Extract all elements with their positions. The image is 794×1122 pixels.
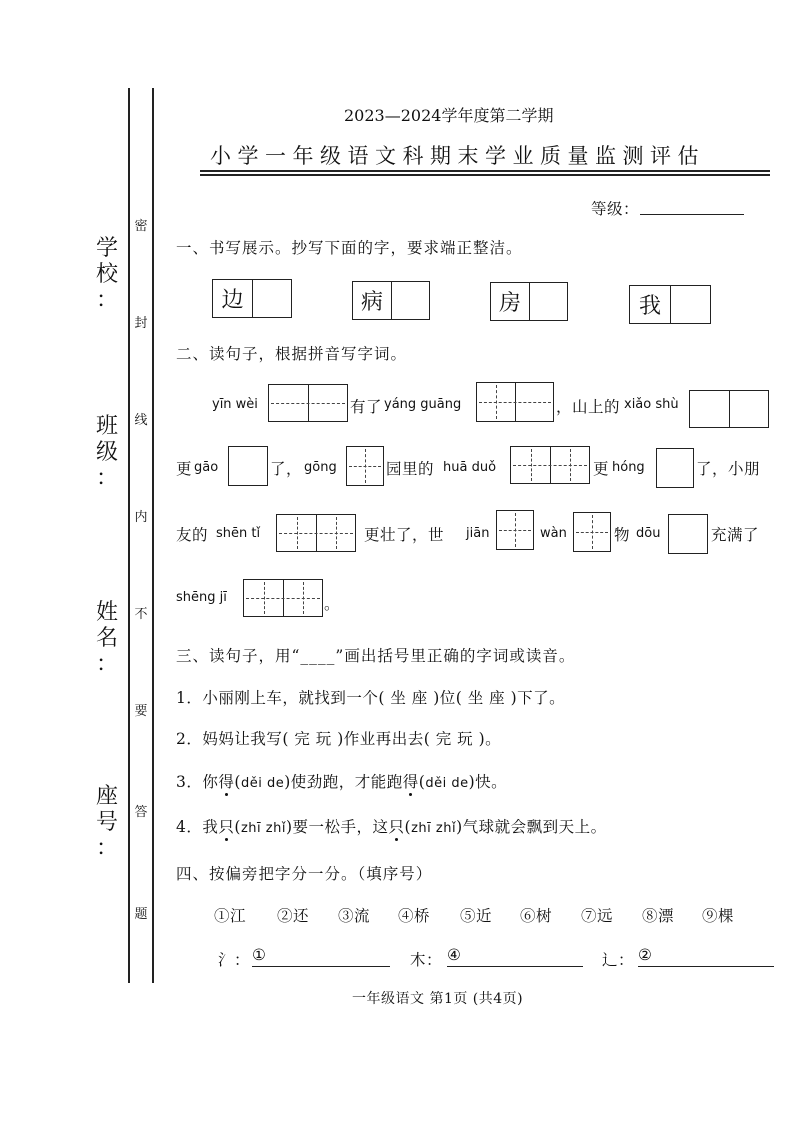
name-label: 姓 名 ： [95, 600, 118, 677]
pinyin: gāo [194, 460, 219, 475]
seal-char: 线 [134, 413, 148, 428]
answer-box[interactable] [510, 446, 590, 484]
section4-heading: 四、按偏旁把字分一分。（填序号） [176, 865, 433, 883]
answer-box[interactable] [243, 579, 323, 617]
radical-water-label: 氵： [218, 951, 251, 969]
copy-box-fang[interactable] [490, 282, 568, 321]
pinyin: dōu [636, 526, 661, 541]
char-item: ④桥 [398, 907, 431, 925]
title-rule-bottom [200, 174, 770, 176]
answer-box[interactable] [668, 514, 708, 554]
seal-char: 内 [134, 510, 148, 525]
page-footer: 一年级语文 第1页 (共4页) [352, 991, 524, 1007]
char-item: ⑨棵 [702, 907, 735, 925]
char-item: ②还 [277, 907, 310, 925]
pinyin: yīn wèi [212, 397, 258, 412]
answer-box[interactable] [268, 384, 348, 422]
text: 了，小朋 [696, 460, 761, 478]
radical-walk-answer[interactable]: ② [638, 946, 653, 964]
pinyin: wàn [540, 526, 567, 541]
title-rule-top [200, 170, 770, 172]
text: 物 [614, 526, 631, 544]
write-cell[interactable] [529, 283, 567, 320]
school-label: 学 校 ： [95, 236, 118, 313]
write-cell[interactable] [391, 282, 429, 319]
text: 有了 [350, 398, 383, 416]
radical-wood-answer[interactable]: ④ [447, 946, 462, 964]
answer-box[interactable] [573, 512, 611, 552]
seal-char: 题 [134, 907, 148, 922]
char-item: ⑦远 [581, 907, 614, 925]
question-4: 4．我只(zhī zhǐ)要一松手，这只(zhī zhǐ)气球就会飘到天上。 [176, 818, 607, 836]
radical-water-line[interactable] [252, 966, 390, 967]
answer-box[interactable] [228, 446, 268, 486]
seal-char: 要 [134, 704, 148, 719]
binding-line-right [152, 88, 154, 983]
model-char: 房 [498, 291, 521, 316]
term-title: 2023—2024学年度第二学期 [344, 106, 554, 125]
char-item: ⑤近 [460, 907, 493, 925]
model-char: 边 [221, 288, 244, 313]
exam-title: 小学一年级语文科期末学业质量监测评估 [210, 144, 705, 168]
text: 更 [176, 460, 193, 478]
text: 充满了 [711, 526, 760, 544]
question-3: 3．你得(děi de)使劲跑，才能跑得(děi de)快。 [176, 773, 508, 791]
answer-box[interactable] [496, 510, 534, 550]
radical-wood-line[interactable] [447, 966, 583, 967]
pinyin: xiǎo shù [624, 397, 679, 412]
seal-char: 密 [134, 219, 148, 234]
answer-box[interactable] [276, 514, 356, 552]
class-label: 班 级 ： [95, 414, 118, 491]
pinyin: jiān [466, 526, 490, 541]
text: 更 [593, 460, 610, 478]
text: ，山上的 [556, 398, 621, 416]
char-item: ⑥树 [520, 907, 553, 925]
radical-walk-line[interactable] [638, 966, 774, 967]
section2-heading: 二、读句子，根据拼音写字词。 [176, 345, 408, 363]
radical-water-answer[interactable]: ① [252, 946, 267, 964]
write-cell[interactable] [670, 286, 710, 323]
char-item: ③流 [338, 907, 371, 925]
pinyin: hóng [612, 460, 645, 475]
radical-wood-label: 木： [410, 951, 443, 969]
pinyin: yáng guāng [384, 397, 462, 412]
char-item: ⑧漂 [642, 907, 675, 925]
model-char: 我 [638, 294, 661, 319]
grade-label: 等级： [591, 200, 640, 218]
seal-char: 不 [134, 607, 148, 622]
seal-char: 封 [134, 316, 148, 331]
answer-box[interactable] [476, 382, 554, 422]
answer-box[interactable] [689, 390, 769, 428]
seat-label: 座 号 ： [95, 784, 118, 861]
section3-heading: 三、读句子，用“____”画出括号里正确的字词或读音。 [176, 647, 576, 665]
question-1: 1．小丽刚上车，就找到一个( 坐 座 )位( 坐 座 )下了。 [176, 689, 566, 707]
pinyin: shēng jī [176, 590, 227, 605]
pinyin: gōng [304, 460, 337, 475]
text: 园里的 [386, 460, 435, 478]
text: 了， [270, 460, 303, 478]
radical-walk-label: 辶： [602, 951, 635, 969]
answer-box[interactable] [346, 446, 384, 486]
binding-line-left [128, 88, 130, 983]
grade-field[interactable] [640, 214, 744, 215]
pinyin: huā duǒ [443, 460, 497, 475]
text: 友的 [176, 526, 209, 544]
section1-heading: 一、书写展示。抄写下面的字，要求端正整洁。 [176, 239, 523, 257]
write-cell[interactable] [252, 280, 291, 317]
text: 更壮了，世 [364, 526, 445, 544]
copy-box-bian[interactable] [212, 279, 292, 318]
char-item: ①江 [214, 907, 247, 925]
copy-box-wo[interactable] [629, 285, 711, 324]
answer-box[interactable] [656, 448, 694, 488]
seal-char: 答 [134, 805, 148, 820]
question-2: 2．妈妈让我写( 完 玩 )作业再出去( 完 玩 )。 [176, 730, 502, 748]
pinyin: shēn tǐ [216, 526, 261, 541]
copy-box-bing[interactable] [352, 281, 430, 320]
model-char: 病 [360, 290, 383, 315]
text: 。 [324, 595, 341, 613]
